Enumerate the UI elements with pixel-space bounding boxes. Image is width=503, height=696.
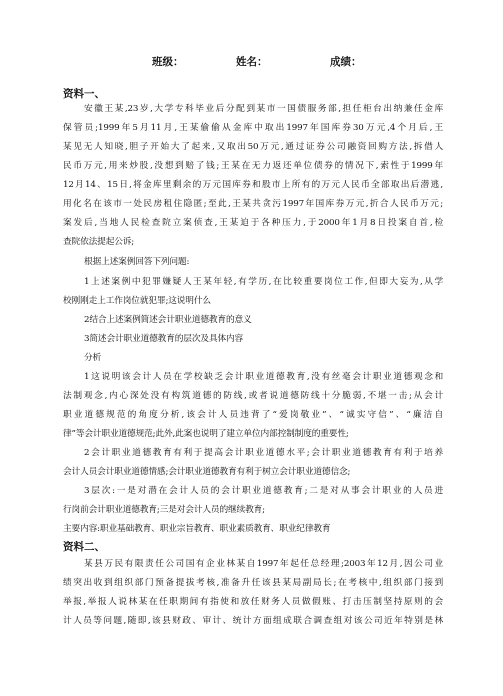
answer-line: 2会计职业道德教育有利于提高会计职业道德水平;会计职业道德教育有利于培养 <box>84 448 443 458</box>
paragraph-line: 举报,举报人说林某在任职期间有指使和放任财务人员做假账、打击压制坚持原则的会 <box>63 597 443 607</box>
paragraph-line: 查院依法提起公诉; <box>63 237 135 247</box>
analysis-label: 分析 <box>84 353 102 363</box>
section-2-title: 资料二、 <box>63 541 105 553</box>
paragraph-line: 计人员等问题,随即,该县财政、审计、统计方面组成联合调查组对该公司近年特别是林 <box>63 616 443 626</box>
answer-line: 3层次:一是对潜在会计人员的会计职业道德教育;二是对从事会计职业的人员进 <box>84 486 443 496</box>
paragraph-line: 安徽王某,23岁,大学专科毕业后分配到某市一国债服务部,担任柜台出纳兼任金库 <box>84 104 443 114</box>
paragraph-line: 用化名在该市一处民房租住隐匿;至此,王某共贪污1997年国库券万元,折合人民币万元; <box>63 199 443 209</box>
paragraph-line: 民币万元,用来炒股,没想到赔了钱;王某在无力返还单位债券的情况下,索性于1999年 <box>63 161 443 171</box>
name-label: 姓名： <box>236 56 268 68</box>
paragraph-line: 绩突出收到组织部门预备提拔考核,准备升任该县某局副局长;在考核中,组织部门接到 <box>63 578 443 588</box>
answer-line: 主要内容:职业基础教育、职业宗旨教育、职业素质教育、职业纪律教育 <box>63 524 331 534</box>
question-line: 校刚刚走上工作岗位就犯罪;这说明什么 <box>63 296 211 306</box>
answer-line: 会计人员会计职业道德情感;会计职业道德教育有利于树立会计职业道德信念; <box>63 467 351 477</box>
question-line: 2结合上述案例简述会计职业道德教育的意义 <box>84 315 252 325</box>
paragraph-line: 保管员;1999年5月11月,王某偷偷从金库中取出1997年国库券30万元,4个月后,王 <box>63 123 443 133</box>
paragraph-line: 案发后,当地人民检查院立案侦查,王某迫于各种压力,于2000年1月8日投案自首,检 <box>63 218 443 228</box>
class-label: 班级： <box>152 56 184 68</box>
paragraph-line: 某见无人知晓,胆子开始大了起来,又取出50万元,通过证券公司融资回购方法,拆借人 <box>63 142 443 152</box>
question-line: 3简述会计职业道德教育的层次及具体内容 <box>84 334 244 344</box>
exam-header <box>0 54 503 72</box>
answer-line: 职业道德规范的角度分析,该会计人员违背了“爱岗敬业”、“诚实守信”、“廉洁自 <box>63 410 443 420</box>
answer-line: 法制观念,内心深处没有构筑道德的防线,或者说道德防线十分脆弱,不堪一击;从会计 <box>63 391 443 401</box>
paragraph-line: 某县万民有限责任公司国有企业林某自1997年起任总经理;2003年12月,因公司业 <box>84 559 443 569</box>
question-line: 1上述案例中犯罪嫌疑人王某年轻,有学历,在比较重要岗位工作,但即大妄为,从学 <box>84 277 443 287</box>
paragraph-line: 根据上述案例回答下列问题: <box>84 257 190 267</box>
section-1-title: 资料一、 <box>63 88 105 100</box>
paragraph-line: 12月14、15日,将金库里剩余的万元国库券和股市上所有的万元人民币全部取出后潜逃, <box>63 180 443 190</box>
answer-line: 律”等会计职业道德规范;此外,此案也说明了建立单位内部控制制度的重要性; <box>63 429 349 439</box>
answer-line: 1这说明该会计人员在学校缺乏会计职业道德教育,没有丝毫会计职业道德观念和 <box>84 372 443 382</box>
score-label: 成绩： <box>330 56 362 68</box>
answer-line: 行岗前会计职业道德教育;三是对会计人员的继续教育; <box>63 505 265 515</box>
